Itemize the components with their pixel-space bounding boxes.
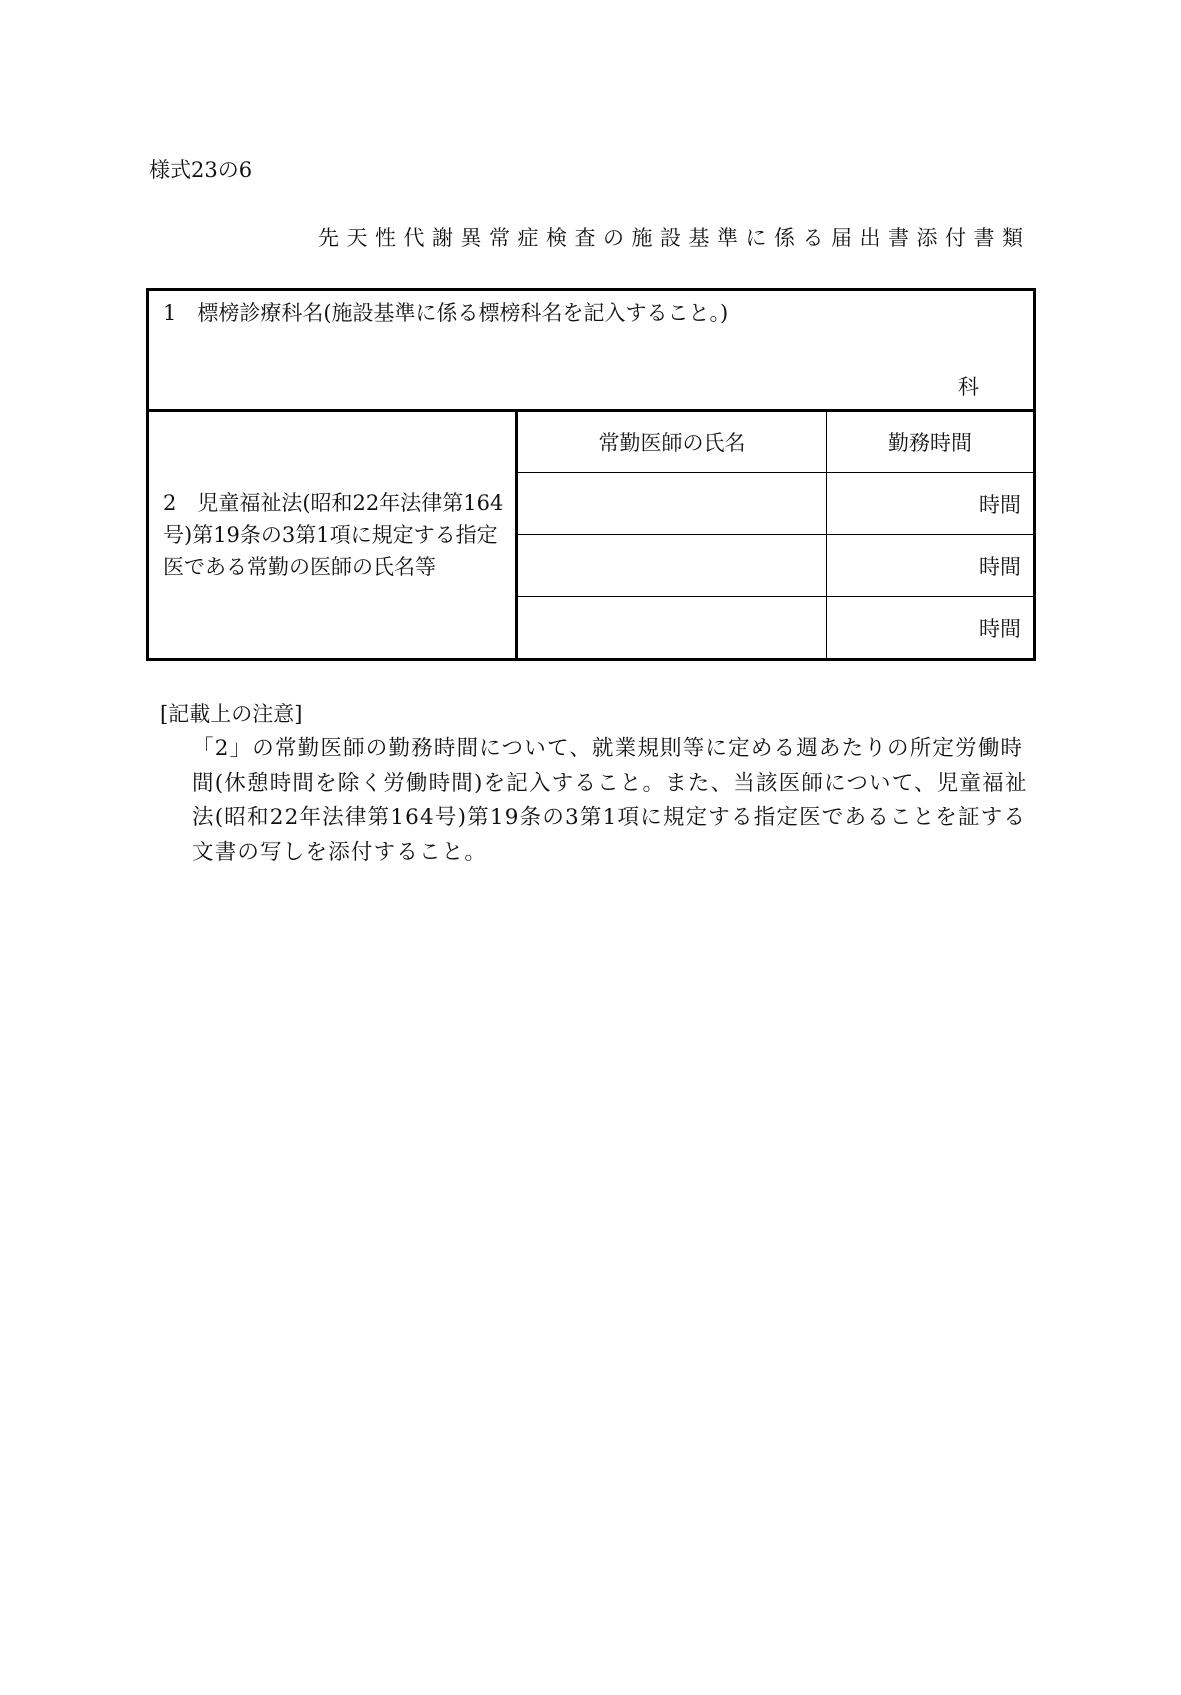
- notes-heading: [記載上の注意]: [160, 702, 303, 726]
- work-hours-field[interactable]: 時間: [827, 473, 1035, 535]
- doctor-name-field[interactable]: [517, 597, 827, 660]
- document-title: 先天性代謝異常症検査の施設基準に係る届出書添付書類: [318, 226, 1031, 250]
- header-work-hours: 勤務時間: [827, 411, 1035, 473]
- header-doctor-name: 常勤医師の氏名: [517, 411, 827, 473]
- notes-body: 「2」の常勤医師の勤務時間について、就業規則等に定める週あたりの所定労働時間(休憩時間を除く労働時間)を記入すること。また、当該医師について、児童福祉法(昭和22年法律第164号)第19条の3第1項に規定する指定医であることを証する文書の写しを添付すること。: [192, 736, 1028, 865]
- department-field[interactable]: [148, 290, 1035, 411]
- form-table: [146, 288, 1036, 661]
- department-label: 1 標榜診療科名(施設基準に係る標榜科名を記入すること。): [163, 301, 729, 325]
- doctor-name-field[interactable]: [517, 473, 827, 535]
- form-number: 様式23の6: [149, 158, 253, 182]
- work-hours-field[interactable]: 時間: [827, 535, 1035, 597]
- work-hours-field[interactable]: 時間: [827, 597, 1035, 660]
- doctor-section-label: 2 児童福祉法(昭和22年法律第164号)第19条の3第1項に規定する指定医である常勤の医師の氏名等: [148, 411, 517, 660]
- department-suffix: 科: [958, 375, 979, 399]
- doctor-name-field[interactable]: [517, 535, 827, 597]
